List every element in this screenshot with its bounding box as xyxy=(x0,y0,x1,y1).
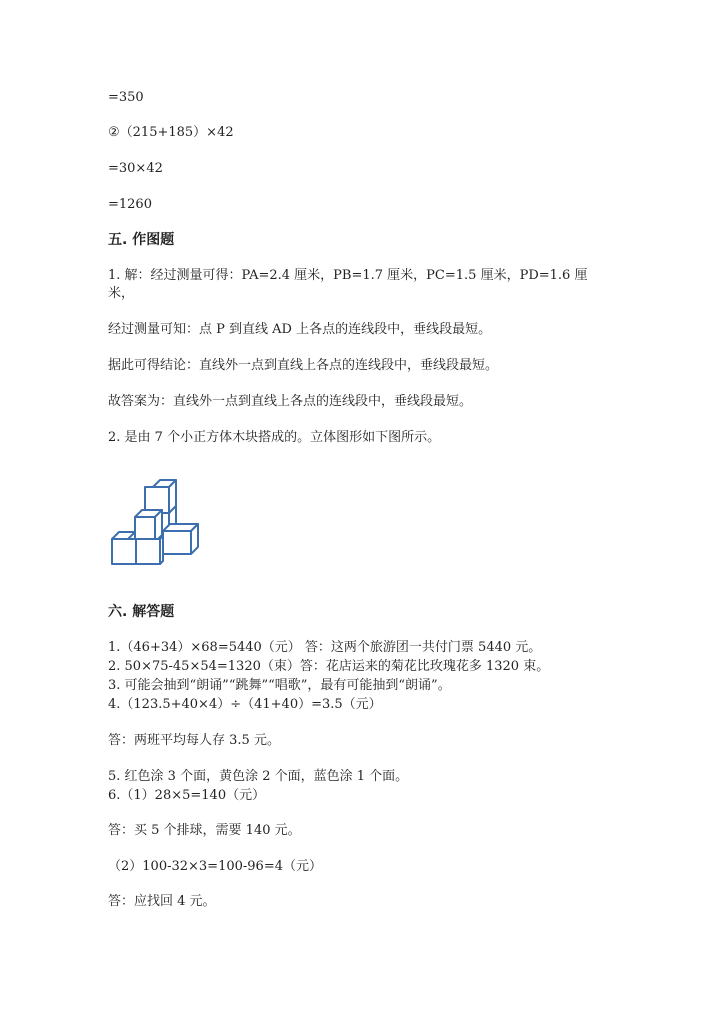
cube-structure-figure xyxy=(108,476,208,568)
section5-heading: 五. 作图题 xyxy=(108,232,175,248)
section6-answer-4: 4.（123.5+40×4）÷（41+40）=3.5（元） xyxy=(108,697,382,712)
section6-answer-3: 3. 可能会抽到“朗诵”“跳舞”“唱歌”，最有可能抽到“朗诵”。 xyxy=(108,678,451,693)
calc-line-2: ②（215+185）×42 xyxy=(108,125,234,140)
section6-answer-6: 6.（1）28×5=140（元） xyxy=(108,788,266,803)
section6-answer-5: 5. 红色涂 3 个面，黄色涂 2 个面，蓝色涂 1 个面。 xyxy=(108,769,409,784)
section6-answer-2: 2. 50×75-45×54=1320（束）答：花店运来的菊花比玫瑰花多 1320 束。 xyxy=(108,659,550,674)
section5-answer-5: 2. 是由 7 个小正方体木块搭成的。立体图形如下图所示。 xyxy=(108,430,441,445)
section5-answer-4: 故答案为：直线外一点到直线上各点的连线段中，垂线段最短。 xyxy=(108,394,473,409)
section6-answer-6-response-1: 答：买 5 个排球，需要 140 元。 xyxy=(108,823,301,838)
calc-line-3: =30×42 xyxy=(108,161,163,176)
calc-line-1: =350 xyxy=(108,90,144,105)
section6-answer-6-part-2: （2）100-32×3=100-96=4（元） xyxy=(108,859,322,874)
section5-answer-3: 据此可得结论：直线外一点到直线上各点的连线段中，垂线段最短。 xyxy=(108,358,499,373)
section5-answer-2: 经过测量可知：点 P 到直线 AD 上各点的连线段中，垂线段最短。 xyxy=(108,322,492,337)
section6-heading: 六. 解答题 xyxy=(108,604,175,620)
calc-line-4: =1260 xyxy=(108,197,152,212)
section5-answer-1: 1. 解：经过测量可得：PA=2.4 厘米，PB=1.7 厘米，PC=1.5 厘米，PD=1.6 厘米， xyxy=(108,268,588,301)
section6-answer-4-response: 答：两班平均每人存 3.5 元。 xyxy=(108,733,280,748)
section6-answer-6-response-2: 答：应找回 4 元。 xyxy=(108,894,216,909)
section6-answer-1: 1.（46+34）×68=5440（元） 答：这两个旅游团一共付门票 5440 元。 xyxy=(108,640,542,655)
